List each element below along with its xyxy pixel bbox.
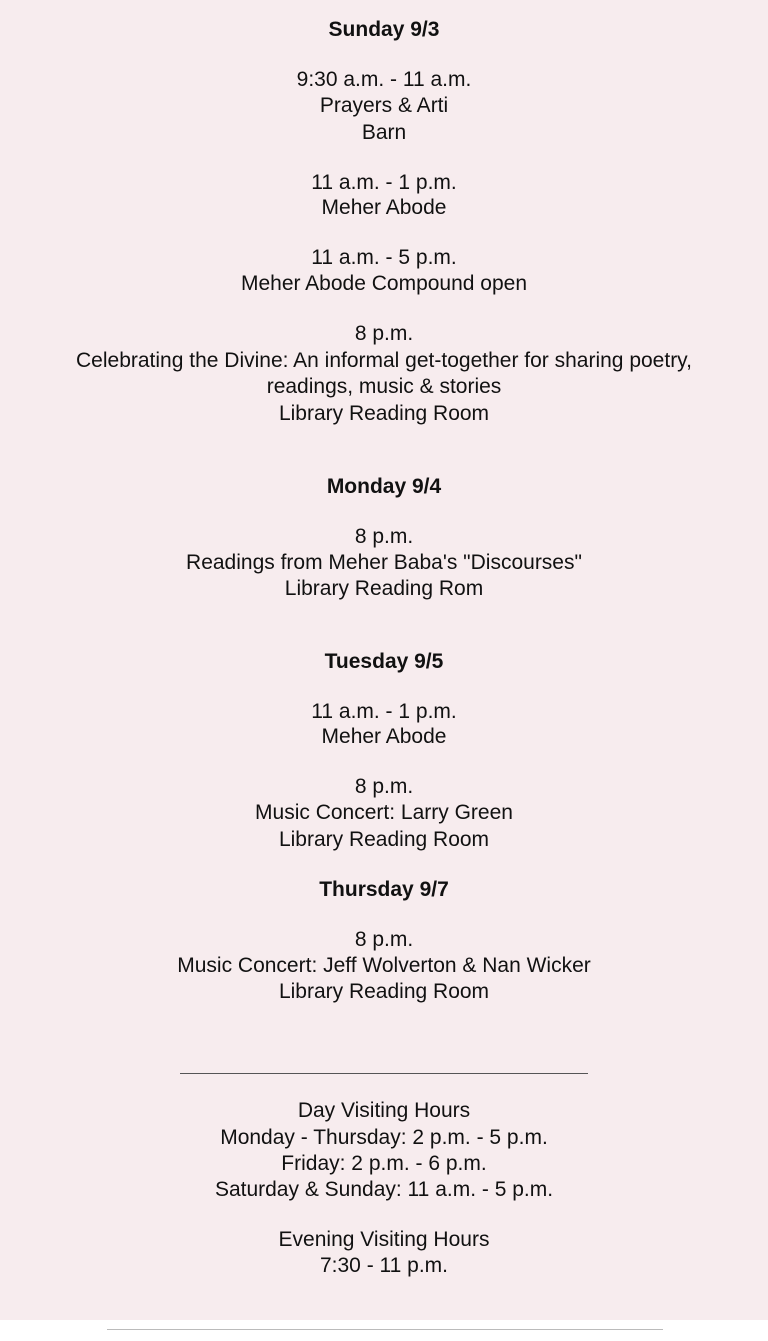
footer-rule xyxy=(107,1329,663,1330)
day-heading-sunday: Sunday 9/3 xyxy=(328,18,440,41)
event-time: 8 p.m. xyxy=(354,928,414,951)
event-title: Meher Abode Compound open xyxy=(240,272,528,295)
footer-strip xyxy=(0,1320,768,1341)
day-heading-thursday: Thursday 9/7 xyxy=(319,878,449,901)
event-time: 11 a.m. - 1 p.m. xyxy=(311,171,457,194)
event-title-line-1: Celebrating the Divine: An informal get-together for sharing poetry, xyxy=(76,349,692,372)
event-time: 8 p.m. xyxy=(354,525,414,548)
event-title: Music Concert: Jeff Wolverton & Nan Wicker xyxy=(177,954,591,977)
event-title-line-2: readings, music & stories xyxy=(266,375,502,398)
event-title: Meher Abode xyxy=(321,196,447,219)
visiting-hours-line: Saturday & Sunday: 11 a.m. - 5 p.m. xyxy=(214,1178,554,1201)
visiting-hours-line: Monday - Thursday: 2 p.m. - 5 p.m. xyxy=(220,1126,548,1149)
event-location: Library Reading Room xyxy=(278,402,490,425)
section-divider xyxy=(180,1073,588,1074)
event-time: 8 p.m. xyxy=(354,322,414,345)
event-title: Prayers & Arti xyxy=(319,94,449,117)
event-location: Barn xyxy=(361,121,407,144)
day-heading-monday: Monday 9/4 xyxy=(326,475,442,498)
event-location: Library Reading Rom xyxy=(284,577,484,600)
event-time: 11 a.m. - 5 p.m. xyxy=(311,246,457,269)
event-time: 11 a.m. - 1 p.m. xyxy=(311,700,457,723)
event-title: Meher Abode xyxy=(321,725,447,748)
evening-visiting-hours-heading: Evening Visiting Hours xyxy=(278,1228,490,1251)
event-time: 8 p.m. xyxy=(354,775,414,798)
event-time: 9:30 a.m. - 11 a.m. xyxy=(296,68,472,91)
day-visiting-hours-heading: Day Visiting Hours xyxy=(297,1099,471,1122)
event-title: Music Concert: Larry Green xyxy=(255,801,513,824)
event-title: Readings from Meher Baba's "Discourses" xyxy=(186,551,582,574)
event-location: Library Reading Room xyxy=(278,980,490,1003)
evening-visiting-time: 7:30 - 11 p.m. xyxy=(319,1254,448,1277)
visiting-hours-line: Friday: 2 p.m. - 6 p.m. xyxy=(281,1152,487,1175)
day-heading-tuesday: Tuesday 9/5 xyxy=(324,650,444,673)
event-location: Library Reading Room xyxy=(278,828,490,851)
